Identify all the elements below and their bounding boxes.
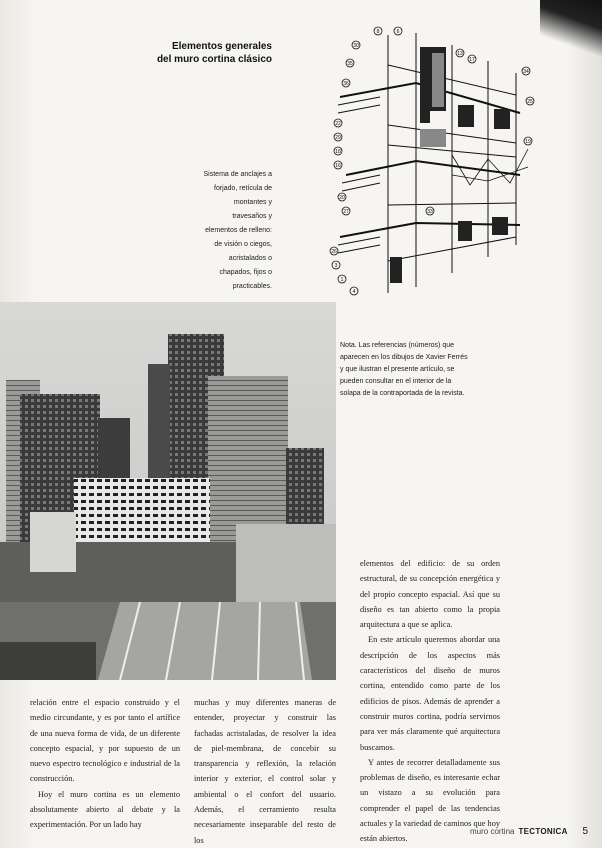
caption-line: chapados, fijos o [219, 269, 272, 276]
svg-text:19: 19 [525, 138, 531, 145]
svg-text:35: 35 [347, 60, 353, 67]
caption-line: travesaños y [232, 213, 272, 220]
section-title [130, 40, 272, 66]
article-paragraph: relación entre el espacio construido y el medio circundante, y es por tanto el artífice de una nueva forma de vida, de un diferente concepto espacial, y por supuesto de un nuevo espectro tecnológico e industrial de la construcción. [30, 698, 180, 784]
page-number: 5 [582, 826, 588, 837]
svg-text:29: 29 [335, 134, 341, 141]
section-title-line-1: Elementos generales [171, 41, 272, 52]
caption-line: montantes y [233, 199, 272, 206]
drawing-caption [186, 168, 272, 294]
caption-line: acristalados o [228, 255, 272, 262]
svg-text:13: 13 [457, 50, 463, 57]
note-line: aparecen en los dibujos de Xavier Ferrés [340, 354, 468, 361]
svg-text:25: 25 [527, 98, 533, 105]
svg-text:33: 33 [427, 208, 433, 215]
svg-text:26: 26 [331, 248, 337, 255]
article-paragraph: Y antes de recorrer detalladamente sus problemas de diseño, es interesante echar un vistazo a su evolución para comprender el papel de las tendencias actuales y la variedad de caminos que hoy están abiertos. [360, 757, 500, 844]
page-corner-shadow [540, 0, 602, 60]
svg-text:36: 36 [343, 80, 349, 87]
svg-text:6: 6 [396, 28, 400, 35]
caption-line: forjado, retícula de [214, 185, 272, 192]
curtain-wall-axonometric-drawing [320, 25, 540, 297]
svg-text:17: 17 [469, 56, 475, 63]
caption-line: elementos de relleno: [205, 227, 272, 234]
article-column-2 [194, 695, 336, 848]
svg-text:8: 8 [376, 28, 380, 35]
svg-text:18: 18 [335, 148, 341, 155]
reference-note [340, 340, 490, 400]
svg-text:16: 16 [335, 162, 341, 169]
svg-text:3: 3 [334, 262, 338, 269]
svg-text:1: 1 [340, 276, 344, 283]
article-paragraph: elementos del edificio: de su orden estructural, de su concepción energética y del propio concepto espacial. Así que su diseño es tan abierto como la propia arquitectura a que se aplica. [360, 559, 500, 630]
page-footer [470, 826, 588, 840]
svg-text:34: 34 [523, 68, 529, 75]
article-paragraph: Hoy el muro cortina es un elemento absolutamente abierto al debate y la experimentación. Por un lado hay [30, 789, 180, 830]
footer-topic: muro cortina [470, 827, 515, 836]
note-line: solapa de la contraportada de la revista. [340, 390, 465, 397]
footer-magazine-name: TECTONICA [518, 827, 568, 836]
svg-text:22: 22 [335, 120, 341, 127]
caption-line: de visión o ciegos, [214, 241, 272, 248]
caption-line: practicables. [232, 283, 272, 290]
article-paragraph: En este artículo queremos abordar una descripción de los aspectos más característicos del diseño de muros cortina, entendido como parte de los edificios de pisos. Además de aprender a construir muros cortina, podría servirnos para ver más claramente qué arquitectura buscamos. [360, 635, 500, 752]
article-column-1 [30, 695, 180, 833]
section-title-line-2: del muro cortina clásico [156, 54, 272, 65]
note-line: y que ilustran el presente artículo, se [340, 366, 455, 373]
svg-text:27: 27 [343, 208, 349, 215]
note-line: Nota. Las referencias (números) que [340, 342, 454, 349]
svg-text:4: 4 [352, 288, 356, 295]
article-paragraph: muchas y muy diferentes maneras de entender, proyectar y construir las fachadas acristaladas, de resolver la idea de piel-membrana, de concebir su transparencia y reflexión, la relación interior y exterior, el control solar y ambiental o el confort del usuario. Además, el cerramiento resulta necesariamente inseparable del resto de los [194, 698, 336, 845]
caption-line: Sistema de anclajes a [203, 171, 272, 178]
article-column-3 [360, 556, 500, 847]
skyline-photograph [0, 302, 336, 680]
svg-text:30: 30 [353, 42, 359, 49]
svg-text:20: 20 [339, 194, 345, 201]
note-line: pueden consultar en el interior de la [340, 378, 452, 385]
